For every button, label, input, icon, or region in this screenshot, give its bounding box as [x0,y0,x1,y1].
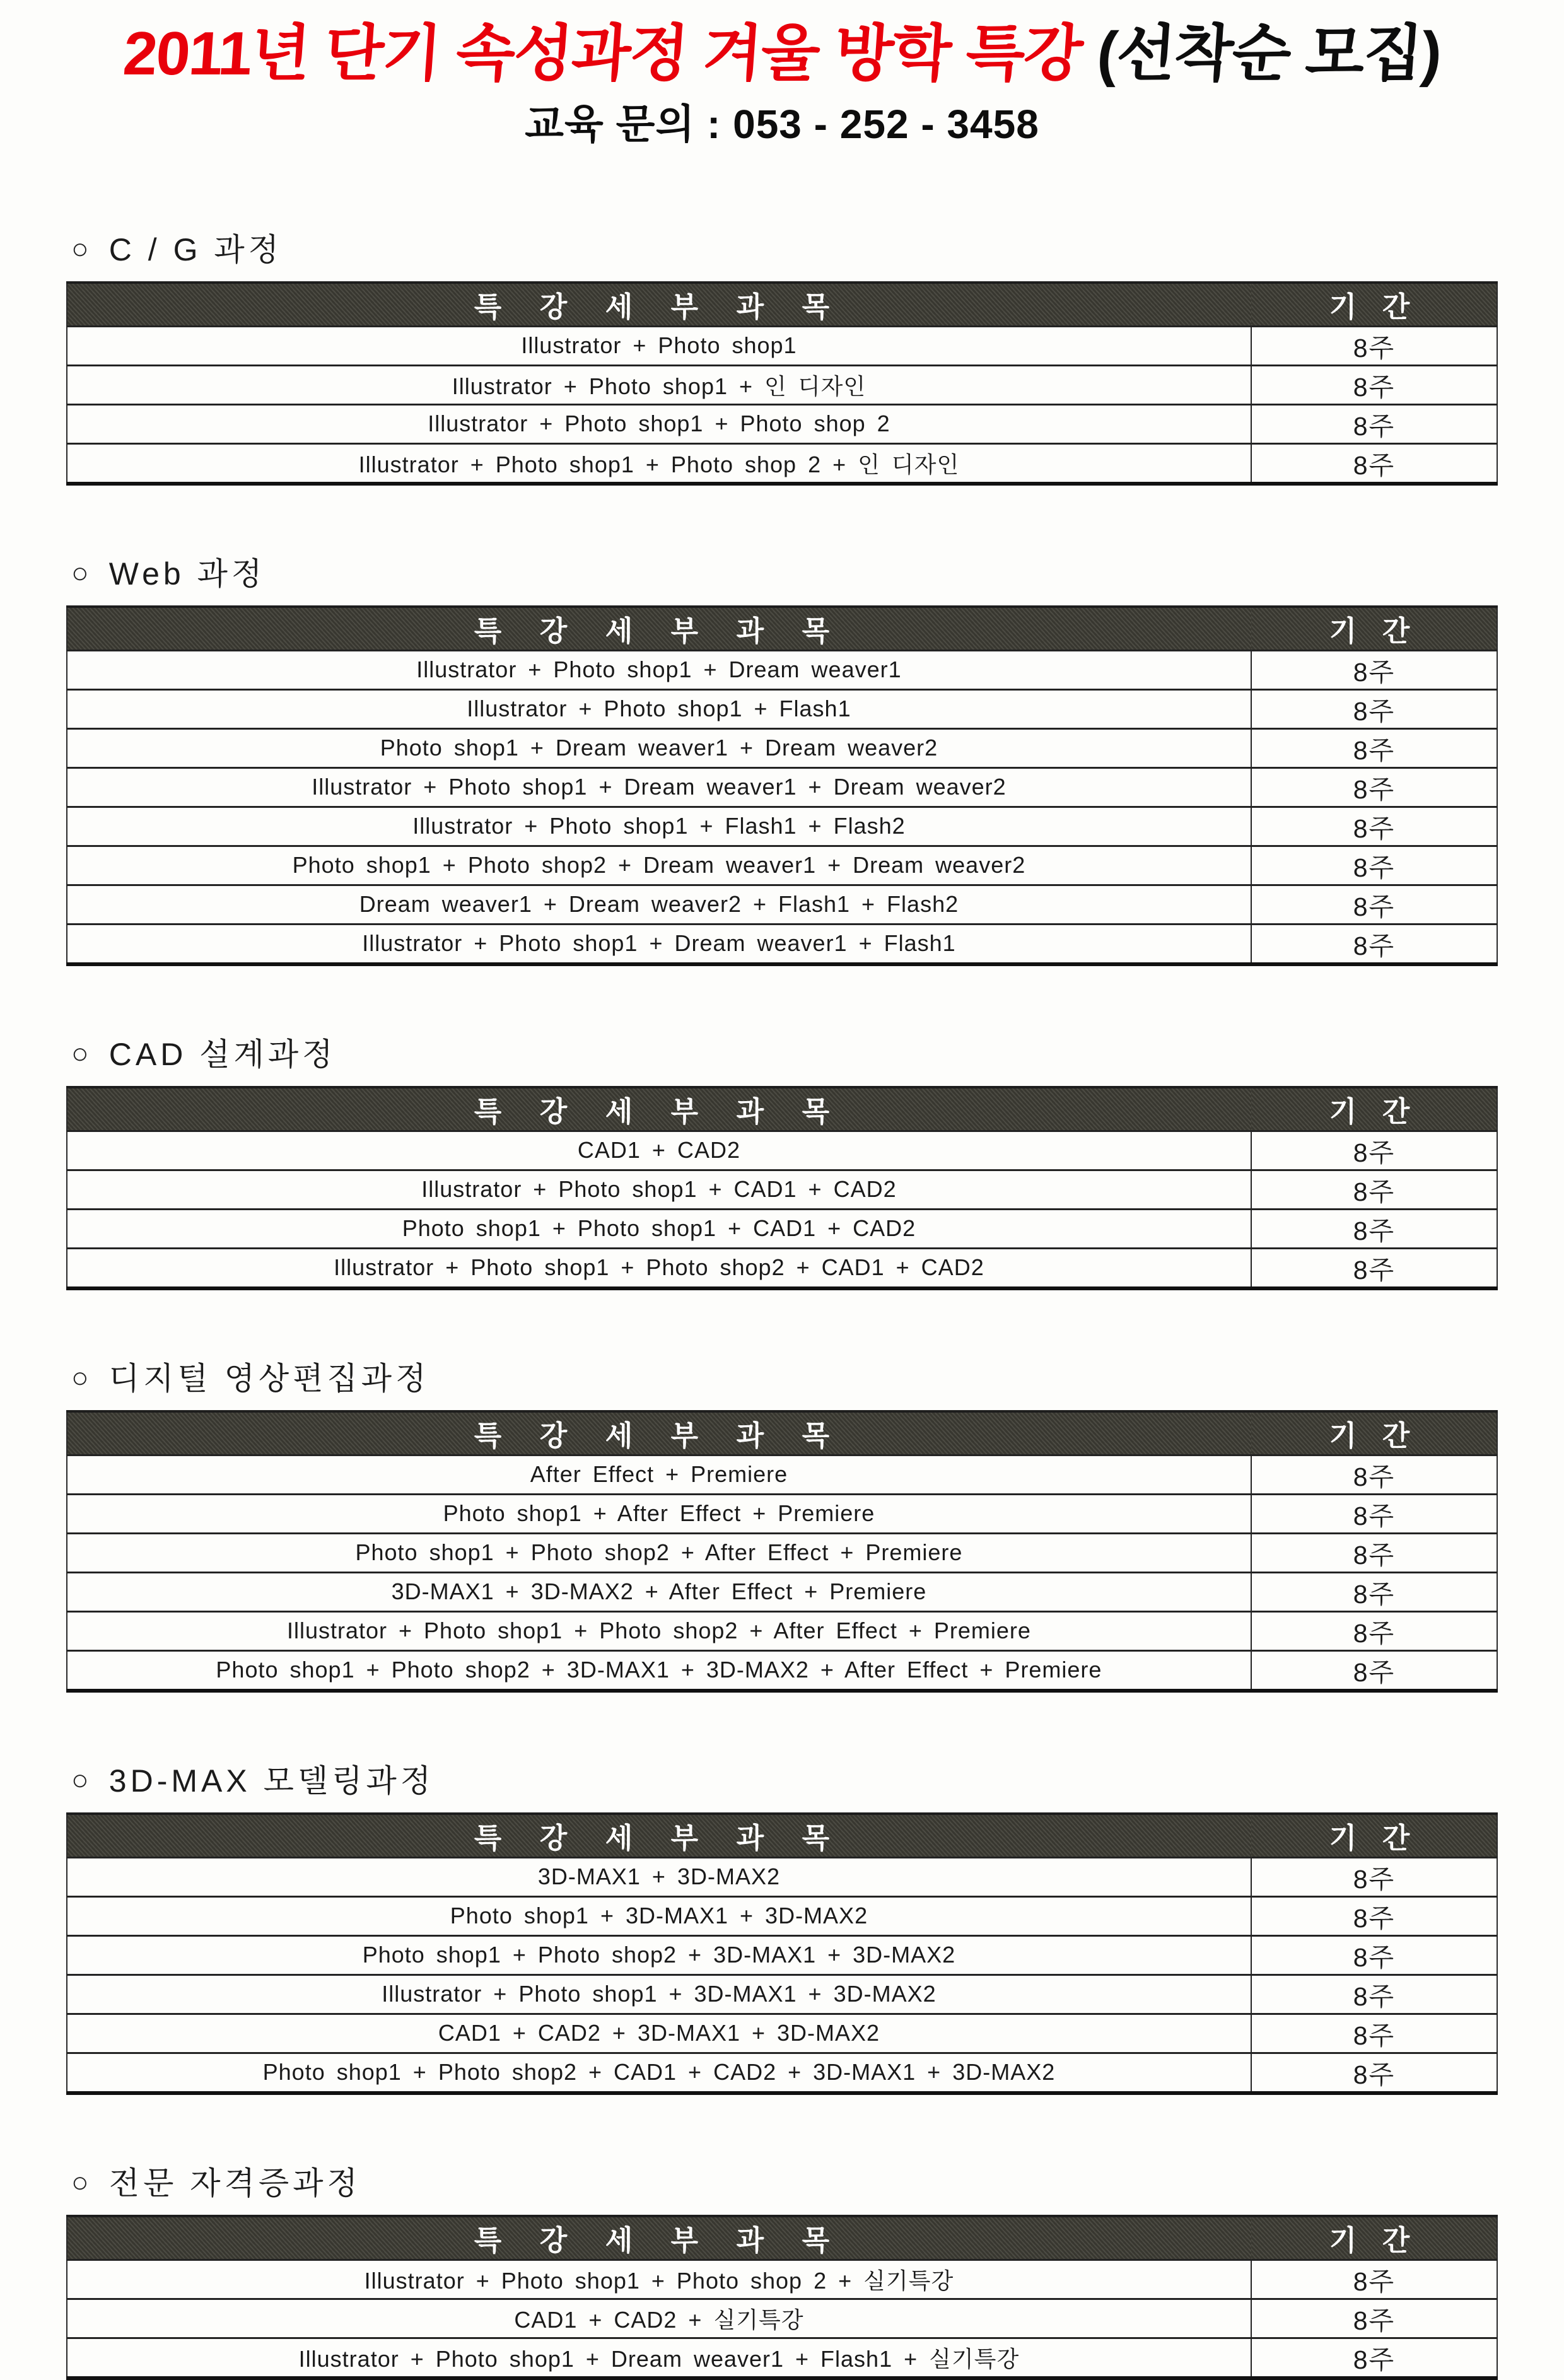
table-row [67,1248,1497,1288]
subject-header-cell: 특 강 세 부 과 목 [67,283,1251,327]
duration-cell: 8주 [1251,2053,1497,2093]
course-section-5 [66,1756,1498,2095]
duration-cell: 8주 [1251,924,1497,964]
section-title [71,1756,1498,1801]
circle-bullet-icon: ○ [71,1036,93,1070]
course-table [66,1086,1498,1290]
circle-bullet-icon: ○ [71,2165,93,2198]
subject-header-cell: 특 강 세 부 과 목 [67,1411,1251,1455]
table-row [67,728,1497,767]
duration-cell: 8주 [1251,1935,1497,1975]
course-table [66,281,1498,486]
duration-cell: 8주 [1251,1975,1497,2014]
subject-cell: Illustrator + Photo shop1 + Photo shop 2 + 인 디자인 [67,443,1251,484]
duration-header-cell: 기 간 [1251,1087,1497,1131]
subject-cell: Illustrator + Photo shop1 + CAD1 + CAD2 [67,1170,1251,1209]
duration-cell: 8주 [1251,1896,1497,1935]
table-row [67,846,1497,885]
course-table [66,2215,1498,2380]
course-table-head [67,283,1497,327]
table-row [67,2014,1497,2053]
table-row [67,2299,1497,2338]
duration-cell: 8주 [1251,2260,1497,2299]
duration-cell: 8주 [1251,1131,1497,1170]
course-table-body [67,2260,1497,2378]
subject-header-cell: 특 강 세 부 과 목 [67,1087,1251,1131]
circle-bullet-icon: ○ [71,556,93,589]
table-row [67,807,1497,846]
section-title-label: C / G 과정 [108,231,283,267]
section-title [71,549,1498,594]
duration-cell: 8주 [1251,365,1497,404]
duration-cell: 8주 [1251,404,1497,443]
course-table [66,1812,1498,2095]
course-table-body [67,1857,1497,2093]
subject-cell: Photo shop1 + Photo shop2 + 3D-MAX1 + 3D-MAX2 + After Effect + Premiere [67,1650,1251,1691]
duration-cell: 8주 [1251,1248,1497,1288]
table-row [67,689,1497,728]
circle-bullet-icon: ○ [71,231,93,265]
subject-cell: Photo shop1 + Photo shop2 + After Effect + Premiere [67,1533,1251,1572]
duration-header-cell: 기 간 [1251,2216,1497,2260]
duration-cell: 8주 [1251,2014,1497,2053]
subject-cell: Illustrator + Photo shop1 + Photo shop2 + After Effect + Premiere [67,1611,1251,1650]
course-section-6 [66,2158,1498,2380]
subject-cell: Illustrator + Photo shop1 + Dream weaver1 + Flash1 [67,924,1251,964]
table-row [67,885,1497,924]
duration-cell: 8주 [1251,1494,1497,1533]
table-row [67,2338,1497,2378]
subject-cell: Photo shop1 + Dream weaver1 + Dream weaver2 [67,728,1251,767]
course-table-body [67,1455,1497,1691]
duration-cell: 8주 [1251,689,1497,728]
course-section-1 [66,225,1498,486]
section-title-label: 전문 자격증과정 [108,2165,361,2201]
subject-cell: CAD1 + CAD2 + 실기특강 [67,2299,1251,2338]
course-table-body [67,1131,1497,1288]
subject-cell: Illustrator + Photo shop1 + Dream weaver1 + Flash1 + 실기특강 [67,2338,1251,2378]
duration-cell: 8주 [1251,1611,1497,1650]
duration-cell: 8주 [1251,1650,1497,1691]
duration-cell: 8주 [1251,767,1497,807]
course-table-body [67,326,1497,484]
subject-cell: 3D-MAX1 + 3D-MAX2 [67,1857,1251,1896]
table-row [67,2260,1497,2299]
duration-cell: 8주 [1251,1533,1497,1572]
course-section-4 [66,1353,1498,1693]
course-table-head [67,2216,1497,2260]
duration-cell: 8주 [1251,728,1497,767]
subject-cell: Photo shop1 + Photo shop2 + 3D-MAX1 + 3D-MAX2 [67,1935,1251,1975]
table-row [67,326,1497,365]
table-row [67,767,1497,807]
header-row [67,607,1497,651]
course-table-head [67,1411,1497,1455]
section-title [71,2158,1498,2203]
duration-header-cell: 기 간 [1251,1814,1497,1858]
page-title [64,21,1500,86]
course-section-2 [66,549,1498,966]
duration-cell: 8주 [1251,326,1497,365]
contact-phone-line: 교육 문의 : 053 - 252 - 3458 [525,101,1039,147]
page-title-main: 2011년 단기 속성과정 겨울 방학 특강 [121,19,1084,88]
subject-cell: CAD1 + CAD2 + 3D-MAX1 + 3D-MAX2 [67,2014,1251,2053]
subject-cell: Illustrator + Photo shop1 + Photo shop2 + CAD1 + CAD2 [67,1248,1251,1288]
subject-cell: Illustrator + Photo shop1 + Photo shop 2 [67,404,1251,443]
table-row [67,1209,1497,1248]
duration-cell: 8주 [1251,2338,1497,2378]
duration-header-cell: 기 간 [1251,1411,1497,1455]
table-row [67,1935,1497,1975]
table-row [67,1170,1497,1209]
duration-cell: 8주 [1251,846,1497,885]
table-row [67,1131,1497,1170]
header-row [67,1814,1497,1858]
table-row [67,1533,1497,1572]
subject-cell: Illustrator + Photo shop1 + Dream weaver1 [67,650,1251,689]
subject-cell: Illustrator + Photo shop1 [67,326,1251,365]
header-row [67,283,1497,327]
course-table [66,1410,1498,1693]
subject-header-cell: 특 강 세 부 과 목 [67,1814,1251,1858]
section-title-label: 디지털 영상편집과정 [108,1360,430,1396]
duration-cell: 8주 [1251,650,1497,689]
course-table-head [67,1087,1497,1131]
subject-cell: Illustrator + Photo shop1 + Flash1 + Flash2 [67,807,1251,846]
duration-cell: 8주 [1251,1857,1497,1896]
subject-cell: Illustrator + Photo shop1 + Photo shop 2 + 실기특강 [67,2260,1251,2299]
table-row [67,1572,1497,1611]
duration-cell: 8주 [1251,885,1497,924]
table-row [67,365,1497,404]
table-row [67,1494,1497,1533]
table-row [67,924,1497,964]
subject-cell: Photo shop1 + Photo shop2 + CAD1 + CAD2 + 3D-MAX1 + 3D-MAX2 [67,2053,1251,2093]
subject-cell: Photo shop1 + 3D-MAX1 + 3D-MAX2 [67,1896,1251,1935]
duration-cell: 8주 [1251,1209,1497,1248]
section-title [71,1029,1498,1075]
header-row [67,1087,1497,1131]
duration-header-cell: 기 간 [1251,607,1497,651]
course-table-body [67,650,1497,964]
duration-cell: 8주 [1251,1170,1497,1209]
subject-cell: Illustrator + Photo shop1 + 인 디자인 [67,365,1251,404]
table-row [67,443,1497,484]
table-row [67,1611,1497,1650]
table-row [67,1455,1497,1494]
subject-cell: CAD1 + CAD2 [67,1131,1251,1170]
section-title-label: 3D-MAX 모델링과정 [108,1763,435,1799]
subject-cell: Illustrator + Photo shop1 + Dream weaver1 + Dream weaver2 [67,767,1251,807]
subject-cell: Illustrator + Photo shop1 + Flash1 [67,689,1251,728]
table-row [67,1857,1497,1896]
table-row [67,650,1497,689]
table-row [67,1650,1497,1691]
course-table-head [67,607,1497,651]
course-sections-container [66,225,1498,2380]
table-row [67,1896,1497,1935]
subject-cell: Photo shop1 + Photo shop1 + CAD1 + CAD2 [67,1209,1251,1248]
table-row [67,1975,1497,2014]
duration-cell: 8주 [1251,443,1497,484]
table-row [67,2053,1497,2093]
section-title-label: CAD 설계과정 [108,1036,337,1072]
subject-cell: Photo shop1 + Photo shop2 + Dream weaver1 + Dream weaver2 [67,846,1251,885]
header-row [67,1411,1497,1455]
section-title [71,1353,1498,1399]
page-title-paren: (선착순 모집) [1095,19,1444,88]
table-row [67,404,1497,443]
section-title-label: Web 과정 [108,556,266,592]
subject-cell: 3D-MAX1 + 3D-MAX2 + After Effect + Premiere [67,1572,1251,1611]
course-table [66,605,1498,966]
duration-cell: 8주 [1251,1572,1497,1611]
course-table-head [67,1814,1497,1858]
subject-cell: Photo shop1 + After Effect + Premiere [67,1494,1251,1533]
subject-header-cell: 특 강 세 부 과 목 [67,607,1251,651]
subject-header-cell: 특 강 세 부 과 목 [67,2216,1251,2260]
section-title [71,225,1498,270]
header-row [67,2216,1497,2260]
subject-cell: Illustrator + Photo shop1 + 3D-MAX1 + 3D-MAX2 [67,1975,1251,2014]
circle-bullet-icon: ○ [71,1763,93,1796]
duration-header-cell: 기 간 [1251,283,1497,327]
subject-cell: After Effect + Premiere [67,1455,1251,1494]
duration-cell: 8주 [1251,807,1497,846]
subject-cell: Dream weaver1 + Dream weaver2 + Flash1 + Flash2 [67,885,1251,924]
course-section-3 [66,1029,1498,1290]
duration-cell: 8주 [1251,1455,1497,1494]
circle-bullet-icon: ○ [71,1360,93,1394]
duration-cell: 8주 [1251,2299,1497,2338]
